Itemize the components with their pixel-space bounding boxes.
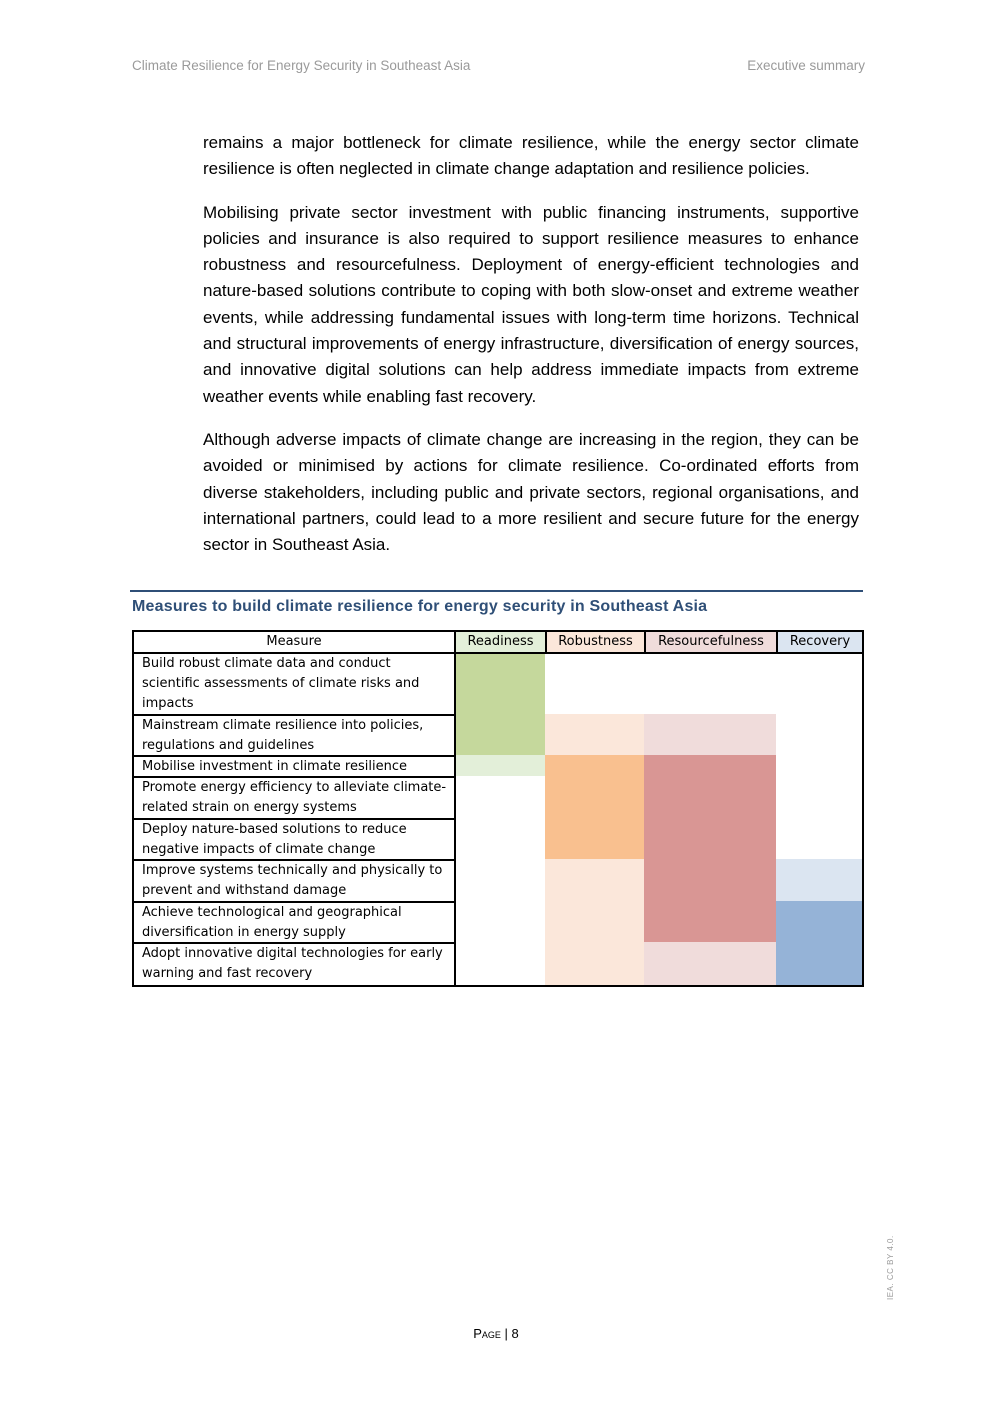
cell-recovery-row-8 bbox=[776, 942, 862, 985]
box-title: Measures to build climate resilience for energy security in Southeast Asia bbox=[132, 598, 708, 615]
cell-robustness-row-3 bbox=[545, 755, 644, 776]
header-resourcefulness: Resourcefulness bbox=[646, 632, 776, 652]
cell-readiness-row-1 bbox=[456, 652, 545, 714]
measure-diversification: Achieve technological and geographical diversification in energy supply bbox=[142, 905, 402, 940]
cell-resourcefulness-row-6 bbox=[644, 859, 776, 901]
cell-recovery-row-6 bbox=[776, 859, 862, 901]
header-readiness: Readiness bbox=[456, 632, 545, 652]
divider-header-1 bbox=[545, 632, 547, 652]
page-footer bbox=[0, 1326, 992, 1341]
measure-energy-efficiency: Promote energy efficiency to alleviate climate-related strain on energy systems bbox=[142, 780, 447, 815]
cell-robustness-row-7 bbox=[545, 901, 644, 942]
cell-robustness-row-2 bbox=[545, 714, 644, 755]
cell-readiness-row-3 bbox=[456, 755, 545, 776]
cell-robustness-row-6 bbox=[545, 859, 644, 901]
cell-resourcefulness-row-5 bbox=[644, 818, 776, 859]
body-text bbox=[203, 130, 859, 575]
measure-digital-technologies: Adopt innovative digital technologies for early warning and fast recovery bbox=[142, 946, 443, 981]
paragraph-2: Mobilising private sector investment with public financing instruments, supportive policies and insurance is also required to support resilience measures to enhance robustness and resourcefulness. Deployment of energy-efficient technologies and nature-based solutions contribute to coping with both slow-onset and extreme weather events, while addressing fundamental issues with long-term time horizons. Technical and structural improvements of energy infrastructure, diversification of energy sources, and innovative digital solutions can help address immediate impacts from extreme weather events while enabling fast recovery. bbox=[203, 202, 859, 406]
paragraph-3: Although adverse impacts of climate change are increasing in the region, they can be avoided or minimised by actions for climate resilience. Co-ordinated efforts from diverse stakeholders, including public and private sectors, regional organisations, and international partners, could lead to a more resilient and secure future for the energy sector in Southeast Asia. bbox=[203, 429, 859, 555]
measure-mobilise-investment: Mobilise investment in climate resilience bbox=[142, 759, 407, 774]
cell-readiness-row-2 bbox=[456, 714, 545, 755]
cell-recovery-row-7 bbox=[776, 901, 862, 942]
page-label: Page bbox=[473, 1326, 501, 1341]
divider-header-2 bbox=[644, 632, 646, 652]
measure-nature-based: Deploy nature-based solutions to reduce negative impacts of climate change bbox=[142, 822, 407, 857]
divider-header-3 bbox=[776, 632, 778, 652]
measure-improve-systems: Improve systems technically and physically to prevent and withstand damage bbox=[142, 863, 443, 898]
cell-resourcefulness-row-8 bbox=[644, 942, 776, 985]
section-name: Executive summary bbox=[747, 58, 865, 73]
measure-climate-data: Build robust climate data and conduct scientific assessments of climate risks and impacts bbox=[142, 656, 420, 711]
measures-matrix bbox=[132, 630, 864, 987]
divider-measure bbox=[454, 632, 456, 985]
cell-resourcefulness-row-7 bbox=[644, 901, 776, 942]
paragraph-1: remains a major bottleneck for climate resilience, while the energy sector climate resilience is often neglected in climate change adaptation and resilience policies. bbox=[203, 133, 859, 179]
page-separator: | bbox=[500, 1326, 512, 1341]
report-title: Climate Resilience for Energy Security in Southeast Asia bbox=[132, 58, 471, 73]
measure-mainstream-policies: Mainstream climate resilience into policies, regulations and guidelines bbox=[142, 718, 424, 753]
header-measure: Measure bbox=[266, 634, 322, 649]
cell-robustness-row-8 bbox=[545, 942, 644, 985]
cell-resourcefulness-row-2 bbox=[644, 714, 776, 755]
box-top-rule bbox=[130, 590, 863, 592]
license-note: IEA. CC BY 4.0. bbox=[886, 1235, 895, 1300]
cell-robustness-row-5 bbox=[545, 818, 644, 859]
cell-resourcefulness-row-4 bbox=[644, 776, 776, 818]
page-number: 8 bbox=[511, 1326, 519, 1341]
cell-robustness-row-4 bbox=[545, 776, 644, 818]
header-recovery: Recovery bbox=[778, 632, 862, 652]
cell-resourcefulness-row-3 bbox=[644, 755, 776, 776]
header-robustness: Robustness bbox=[547, 632, 644, 652]
running-header bbox=[132, 58, 865, 73]
